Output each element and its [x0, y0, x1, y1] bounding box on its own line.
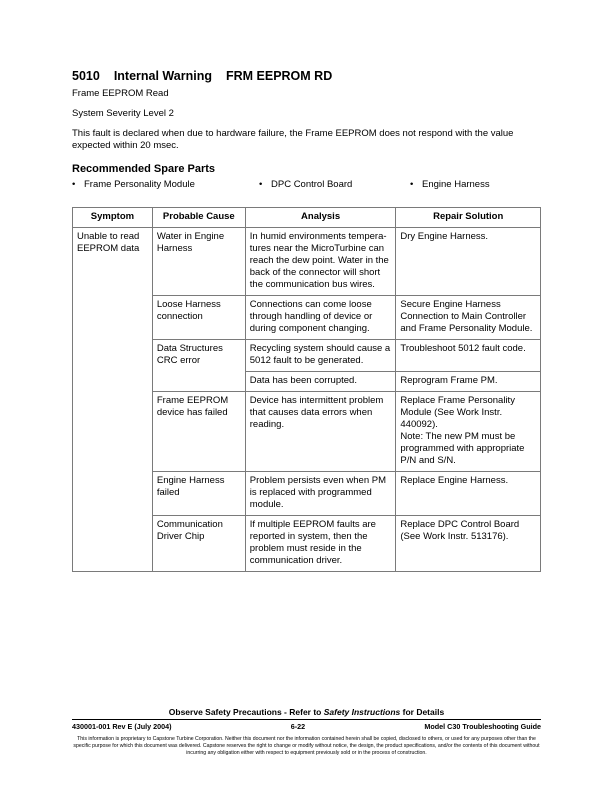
symptom-cell: Unable to read EEPROM data	[73, 228, 153, 572]
cause-cell: Water in Engine Harness	[152, 228, 245, 296]
fault-heading	[72, 68, 541, 84]
proprietary-notice: This information is proprietary to Capstone Turbine Corporation. Neither this document nor the information contained herein shall be copied, disclosed to others, or used for any purposes other than the specific purpose for which this document was delivered. Capstone reserves the right to change or modify without notice, the design, the product specifications, and/or the contents of this document without incurring any obligation either with respect to equipment previously sold or in the process of construction.	[73, 736, 540, 756]
spare-part-label: Frame Personality Module	[84, 179, 195, 190]
bullet-icon: •	[410, 179, 414, 190]
fault-title: Internal Warning	[113, 69, 212, 83]
guide-title: Model C30 Troubleshooting Guide	[424, 722, 541, 731]
repair-cell: Dry Engine Harness.	[396, 228, 541, 296]
fault-mnemonic: FRM EEPROM RD	[225, 69, 333, 83]
header-analysis: Analysis	[245, 208, 396, 228]
fault-section	[72, 68, 541, 191]
repair-cell: Replace DPC Control Board (See Work Instr. 513176).	[396, 516, 541, 572]
document-number: 430001-001 Rev E (July 2004)	[72, 722, 172, 731]
repair-cell: Reprogram Frame PM.	[396, 372, 541, 392]
safety-link-text: Safety Instructions	[323, 707, 401, 717]
spare-parts-list	[72, 179, 541, 191]
repair-cell	[396, 392, 541, 472]
footer-bar	[72, 722, 541, 731]
bullet-icon: •	[259, 179, 263, 190]
safety-prefix: Observe Safety Precautions - Refer to	[168, 707, 324, 717]
cause-cell: Data Structures CRC error	[152, 340, 245, 392]
troubleshooting-table	[72, 207, 541, 572]
header-repair-solution: Repair Solution	[396, 208, 541, 228]
cause-cell: Communication Driver Chip	[152, 516, 245, 572]
spare-parts-heading: Recommended Spare Parts	[72, 163, 216, 175]
analysis-cell: Recycling system should cause a 5012 fault to be generated.	[245, 340, 396, 372]
cause-cell: Frame EEPROM device has failed	[152, 392, 245, 472]
analysis-cell: Connections can come loose through handling of device or during component changing.	[245, 296, 396, 340]
header-symptom: Symptom	[73, 208, 153, 228]
safety-suffix: for Details	[400, 707, 445, 717]
footer-divider	[72, 719, 541, 720]
repair-cell: Replace Engine Harness.	[396, 472, 541, 516]
spare-part-item	[410, 179, 490, 191]
cause-cell: Loose Harness connection	[152, 296, 245, 340]
analysis-cell: Data has been corrupted.	[245, 372, 396, 392]
repair-text: Replace Frame Personality Module (See Work Instr. 440092).	[400, 395, 515, 430]
analysis-cell: Problem persists even when PM is replaced with programmed module.	[245, 472, 396, 516]
analysis-cell: If multiple EEPROM faults are reported in system, then the problem must reside in the communication driver.	[245, 516, 396, 572]
fault-description: This fault is declared when due to hardware failure, the Frame EEPROM does not respond with the value expected within 20 msec.	[72, 128, 514, 151]
spare-part-item	[72, 179, 259, 191]
analysis-cell: Device has intermittent problem that causes data errors when reading.	[245, 392, 396, 472]
spare-part-label: Engine Harness	[422, 179, 490, 190]
repair-note: Note: The new PM must be programmed with appropriate P/N and S/N.	[400, 431, 525, 466]
fault-code: 5010	[72, 69, 100, 83]
table-row	[73, 228, 541, 296]
bullet-icon: •	[72, 179, 76, 190]
repair-cell: Troubleshoot 5012 fault code.	[396, 340, 541, 372]
analysis-cell: In humid environments tempera-tures near the MicroTurbine can reach the dew point. Water in the back of the connector will short the communication bus wires.	[245, 228, 396, 296]
repair-cell: Secure Engine Harness Connection to Main Controller and Frame Personality Module.	[396, 296, 541, 340]
header-probable-cause: Probable Cause	[152, 208, 245, 228]
fault-subtitle: Frame EEPROM Read	[72, 88, 169, 99]
spare-part-item	[259, 179, 410, 191]
page-number: 6-22	[290, 722, 306, 731]
cause-cell: Engine Harness failed	[152, 472, 245, 516]
table-header-row	[73, 208, 541, 228]
safety-notice	[72, 707, 541, 717]
severity-level: System Severity Level 2	[72, 108, 174, 119]
spare-part-label: DPC Control Board	[271, 179, 353, 190]
